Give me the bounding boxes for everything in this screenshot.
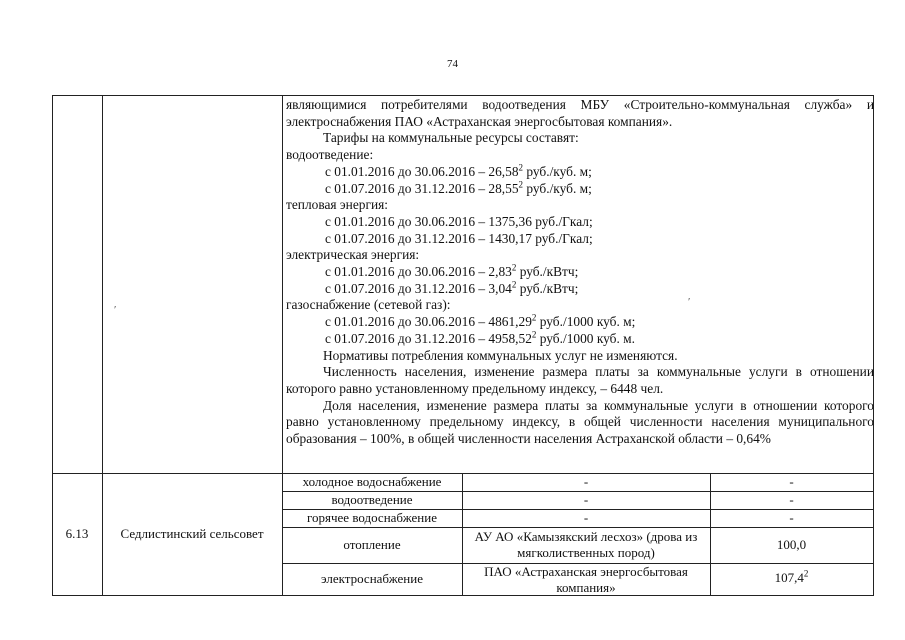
tariff-description-cell (283, 96, 877, 448)
tariff-row: с 01.01.2016 до 30.06.2016 – 1375,36 руб./Гкал; (325, 213, 593, 229)
index-value: - (789, 474, 794, 489)
tariff-row: с 01.01.2016 до 30.06.2016 – 26,58$^2$ руб./куб. м; (325, 162, 592, 179)
tariff-row: с 01.07.2016 до 31.12.2016 – 1430,17 руб./Гкал; (325, 230, 593, 246)
provider-name: - (583, 492, 589, 507)
row-number: 6.13 (65, 526, 89, 541)
tariffs-heading: Тарифы на коммунальные ресурсы составят: (323, 130, 579, 146)
section-title-wastewater: водоотведение: (286, 147, 374, 163)
column-divider-number (102, 96, 103, 595)
page-number: 74 (447, 58, 458, 70)
section-title-heat: тепловая энергия: (286, 197, 389, 213)
scan-speck: ′ (688, 296, 691, 308)
service-name: горячее водоснабжение (307, 510, 437, 525)
service-name: водоотведение (331, 492, 413, 507)
tariff-row: с 01.07.2016 до 31.12.2016 – 28,55$^2$ руб./куб. м; (325, 179, 592, 196)
provider-name: - (583, 510, 589, 525)
section-title-electricity: электрическая энергия: (286, 247, 420, 263)
provider-name: АУ АО «Камызякский лесхоз» (дрова из мягколиственных пород) (474, 529, 698, 560)
tariff-row: с 01.01.2016 до 30.06.2016 – 4861,29$^2$ руб./1000 куб. м; (325, 312, 636, 330)
consumers-paragraph: являющимися потребителями водоотведения МБУ «Строительно-коммунальная служба» и электроснабжения ПАО «Астраханская энергосбытовая компания». (286, 97, 874, 129)
norms-paragraph: Нормативы потребления коммунальных услуг не изменяются. (323, 347, 678, 363)
table-border-left (52, 96, 53, 595)
index-value: - (789, 492, 794, 507)
service-name: отопление (343, 537, 401, 552)
service-name: электроснабжение (321, 571, 423, 586)
service-name: холодное водоснабжение (302, 474, 442, 489)
scan-speck: ′ (114, 304, 117, 316)
row-divider-3 (282, 527, 874, 528)
tariff-table (52, 95, 874, 596)
provider-name: ПАО «Астраханская энергосбытовая компания» (484, 564, 688, 595)
tariff-row: с 01.01.2016 до 30.06.2016 – 2,83$^2$ руб./кВтч; (325, 262, 579, 280)
index-value: 100,0 (776, 537, 807, 552)
share-paragraph: Доля населения, изменение размера платы за коммунальные услуги в отношении которого равно установленному предельному индексу, в общей численности населения муниципального образования – 100%, в общей численности населения Астраханской области – 0,64% (286, 397, 874, 447)
tariff-row: с 01.07.2016 до 31.12.2016 – 4958,52$^2$ руб./1000 куб. м. (325, 329, 635, 346)
index-value: 107,4$^2$ (774, 568, 809, 585)
tariff-row: с 01.07.2016 до 31.12.2016 – 3,04$^2$ руб./кВтч; (325, 279, 579, 296)
section-title-gas: газоснабжение (сетевой газ): (286, 297, 451, 313)
municipality-name: Седлистинский сельсовет (120, 526, 264, 541)
index-value: - (789, 510, 794, 525)
provider-name: - (583, 474, 589, 489)
population-paragraph: Численность населения, изменение размера платы за коммунальные услуги в отношении которого равно установленному предельному индексу, – 6448 чел. (286, 364, 874, 396)
